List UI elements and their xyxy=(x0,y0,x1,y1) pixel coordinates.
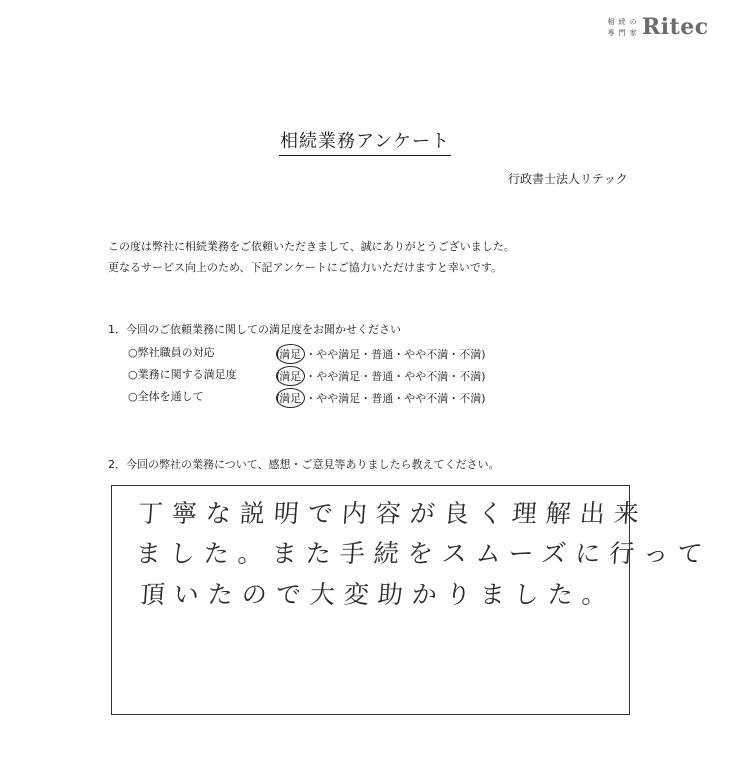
survey-title-text: 相続業務アンケート xyxy=(279,131,451,156)
question-2-text: 2．今回の弊社の業務について、感想・ご意見等ありましたら教えてください。 xyxy=(108,458,500,471)
intro-line: 更なるサービス向上のため、下記アンケートにご協力いただけますと幸いです。 xyxy=(108,261,503,274)
logo-wordmark: Ritec xyxy=(642,14,709,40)
handwritten-answer-line: 頂いたので大変助かりました。 xyxy=(138,580,617,609)
question-1-text: 1．今回のご依頼業務に関しての満足度をお聞かせください xyxy=(108,323,401,336)
logo-char: 門 xyxy=(618,28,626,37)
handwritten-answer-line: ました。また手続をスムーズに行って xyxy=(134,539,713,568)
logo-char: の xyxy=(629,17,637,26)
logo-char: 続 xyxy=(618,17,626,26)
question-1-item-rating: (満足 ・やや満足・普通・やや不満・不満) xyxy=(276,366,486,386)
handwritten-answer-line: 丁寧な説明で内容が良く理解出来 xyxy=(136,499,649,528)
selected-rating-circle: 満足 xyxy=(276,366,305,386)
logo-mark xyxy=(606,17,638,38)
intro-line: この度は弊社に相続業務をご依頼いただきまして、誠にありがとうございました。 xyxy=(108,240,515,253)
logo-char: 家 xyxy=(629,28,637,37)
question-1-item-rating: (満足 ・やや満足・普通・やや不満・不満) xyxy=(276,388,486,408)
logo-char: 相 xyxy=(607,17,615,26)
selected-rating-circle: 満足 xyxy=(276,344,305,364)
company-logo xyxy=(606,14,709,40)
logo-char: 専 xyxy=(607,28,615,37)
organization-name: 行政書士法人リテック xyxy=(508,172,628,186)
question-1-item-label: ○業務に関する満足度 xyxy=(128,368,237,381)
intro-text xyxy=(108,236,515,278)
question-1-item-label: ○弊社職員の対応 xyxy=(128,346,215,359)
question-1-item-rating: (満足 ・やや満足・普通・やや不満・不満) xyxy=(276,344,486,364)
selected-rating-circle: 満足 xyxy=(276,388,305,408)
survey-title xyxy=(0,127,730,153)
question-1-item-label: ○全体を通して xyxy=(128,390,204,403)
